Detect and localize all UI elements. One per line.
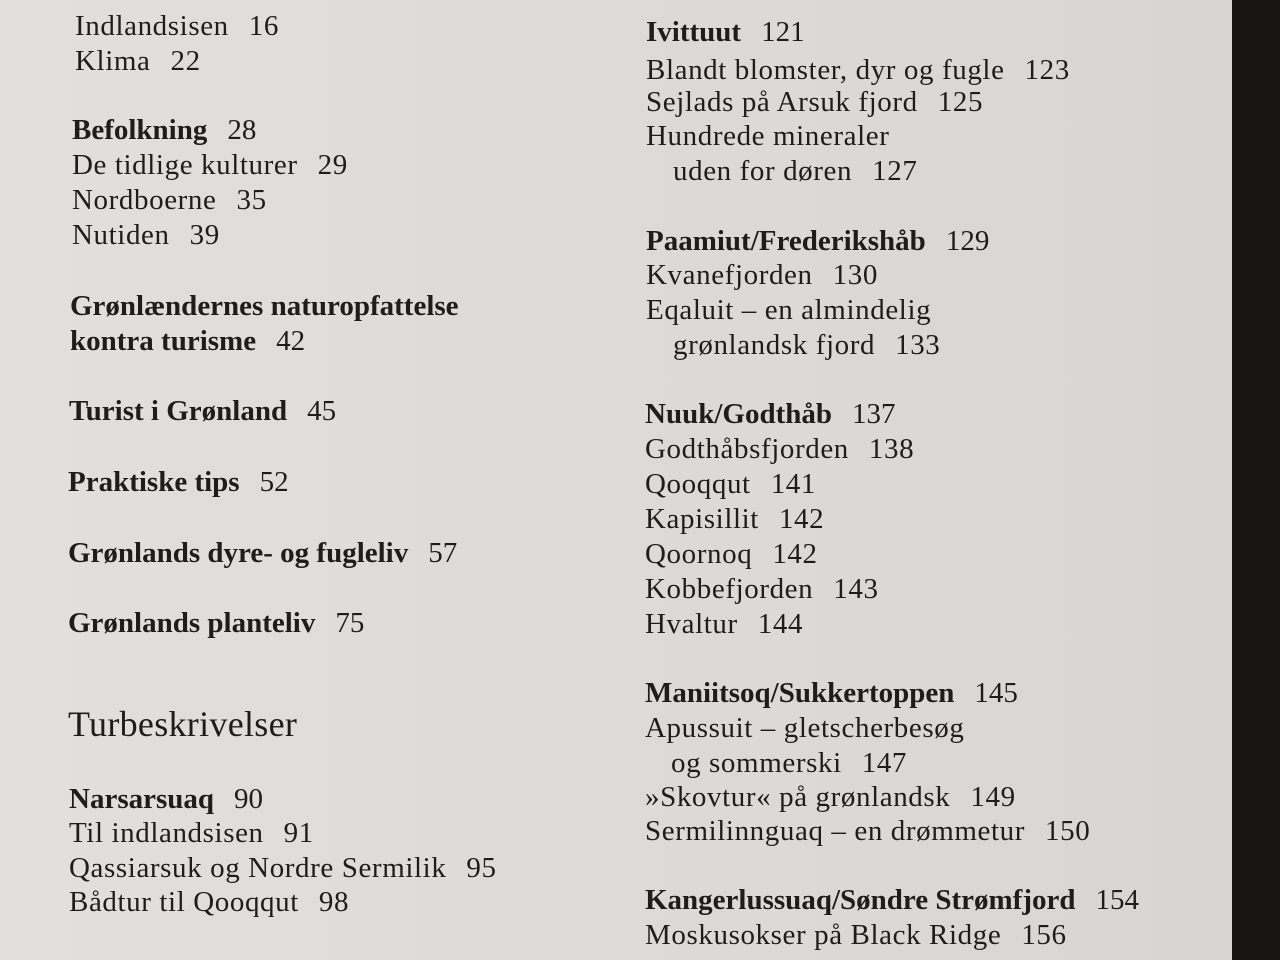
toc-section-heading bbox=[72, 116, 256, 145]
toc-entry-title: »Skovtur« på grønlandsk bbox=[645, 781, 951, 813]
toc-entry bbox=[75, 47, 201, 76]
toc-entry bbox=[646, 296, 951, 325]
toc-entry-title: Til indlandsisen bbox=[69, 817, 264, 849]
toc-entry bbox=[673, 331, 940, 360]
toc-section-heading bbox=[645, 886, 1139, 915]
toc-entry-title: Moskusokser på Black Ridge bbox=[645, 919, 1002, 951]
toc-entry bbox=[645, 540, 818, 569]
toc-entry bbox=[75, 12, 279, 41]
toc-page-number: 142 bbox=[772, 538, 818, 570]
toc-entry bbox=[646, 88, 983, 117]
toc-page-number: 130 bbox=[832, 259, 878, 291]
toc-entry bbox=[69, 854, 497, 883]
toc-entry-title: Godthåbsfjorden bbox=[645, 433, 849, 465]
toc-page-number: 144 bbox=[757, 608, 804, 640]
toc-entry-title: Maniitsoq/Sukkertoppen bbox=[645, 677, 955, 709]
toc-section-heading bbox=[645, 400, 896, 429]
toc-page-number: 123 bbox=[1024, 54, 1070, 86]
toc-page-number: 39 bbox=[189, 219, 220, 251]
toc-entry-title: grønlandsk fjord bbox=[673, 329, 876, 361]
toc-entry bbox=[645, 921, 1067, 950]
toc-page-number: 121 bbox=[761, 16, 805, 48]
toc-page-number: 95 bbox=[466, 852, 497, 884]
toc-entry-title: Turist i Grønland bbox=[69, 395, 288, 427]
toc-page-number: 133 bbox=[895, 329, 941, 361]
toc-page-number: 150 bbox=[1045, 815, 1091, 847]
toc-section-heading bbox=[68, 468, 289, 497]
toc-page-number: 90 bbox=[234, 783, 264, 815]
toc-entry bbox=[645, 470, 816, 499]
toc-page-number: 147 bbox=[861, 747, 908, 779]
toc-entry-title: Hvaltur bbox=[645, 608, 738, 640]
toc-page-number: 138 bbox=[868, 433, 915, 465]
toc-section-heading bbox=[646, 227, 989, 256]
toc-section-heading bbox=[68, 609, 364, 638]
toc-entry-title: Kvanefjorden bbox=[646, 259, 813, 291]
toc-entry-title: Bådtur til Qooqqut bbox=[69, 886, 299, 918]
toc-page-number: 125 bbox=[937, 86, 984, 118]
toc-part-heading bbox=[68, 706, 297, 742]
toc-entry-title: Qassiarsuk og Nordre Sermilik bbox=[69, 852, 447, 884]
toc-entry bbox=[72, 186, 267, 215]
toc-entry-title: Eqaluit – en almindelig bbox=[646, 294, 932, 326]
toc-page-number: 143 bbox=[833, 573, 879, 605]
toc-entry bbox=[69, 819, 314, 848]
toc-entry-title: Befolkning bbox=[72, 114, 208, 146]
toc-entry bbox=[645, 435, 914, 464]
toc-entry-title: Kangerlussuaq/Søndre Strømfjord bbox=[645, 884, 1076, 916]
toc-section-heading bbox=[70, 327, 305, 356]
toc-entry bbox=[646, 122, 910, 151]
toc-entry bbox=[69, 888, 349, 917]
toc-entry-title: Praktiske tips bbox=[68, 466, 240, 498]
toc-page-number: 145 bbox=[974, 677, 1018, 709]
toc-page-number: 16 bbox=[248, 10, 279, 42]
toc-entry bbox=[72, 151, 348, 180]
toc-section-heading bbox=[645, 679, 1018, 708]
toc-page-number: 35 bbox=[236, 184, 267, 216]
toc-entry-title: Paamiut/Frederikshåb bbox=[646, 225, 926, 257]
toc-entry-title: Kobbefjorden bbox=[645, 573, 814, 605]
toc-page-number: 129 bbox=[945, 225, 990, 257]
toc-section-heading bbox=[69, 397, 336, 426]
toc-page-number: 156 bbox=[1021, 919, 1067, 951]
toc-page-number: 75 bbox=[335, 607, 365, 639]
toc-page-number: 22 bbox=[170, 45, 201, 77]
toc-entry bbox=[645, 783, 1016, 812]
toc-entry bbox=[645, 610, 803, 639]
toc-entry bbox=[645, 817, 1090, 846]
toc-entry-title: Nutiden bbox=[72, 219, 170, 251]
toc-entry bbox=[645, 505, 824, 534]
toc-entry-title: Kapisillit bbox=[645, 503, 759, 535]
toc-entry-title: kontra turisme bbox=[70, 325, 257, 357]
toc-page-number: 154 bbox=[1095, 884, 1139, 916]
toc-section-heading bbox=[70, 292, 479, 321]
toc-entry-title: Indlandsisen bbox=[75, 10, 229, 42]
toc-entry-title: Narsarsuaq bbox=[69, 783, 215, 815]
toc-entry-title: Ivittuut bbox=[646, 16, 742, 48]
toc-page-number: 142 bbox=[778, 503, 825, 535]
toc-page-number: 98 bbox=[318, 886, 350, 918]
toc-entry-title: Apussuit – gletscherbesøg bbox=[645, 712, 965, 744]
toc-entry-title: De tidlige kulturer bbox=[72, 149, 298, 181]
toc-entry bbox=[645, 575, 879, 604]
toc-entry-title: Blandt blomster, dyr og fugle bbox=[646, 54, 1005, 86]
toc-entry bbox=[673, 157, 917, 186]
toc-page-number: 42 bbox=[276, 325, 306, 357]
toc-page-number: 127 bbox=[872, 155, 918, 187]
toc-entry bbox=[645, 714, 984, 743]
toc-entry bbox=[671, 749, 907, 778]
toc-page-number: 45 bbox=[307, 395, 337, 427]
toc-entry-title: Grønlands dyre- og fugleliv bbox=[68, 537, 409, 569]
page-edge-shadow bbox=[1232, 0, 1280, 960]
toc-page-number: 141 bbox=[770, 468, 817, 500]
toc-page-number: 29 bbox=[317, 149, 348, 181]
toc-entry-title: Turbeskrivelser bbox=[68, 704, 298, 744]
toc-page-number: 149 bbox=[970, 781, 1016, 813]
toc-entry-title: Grønlændernes naturopfattelse bbox=[70, 290, 459, 322]
toc-page-number: 57 bbox=[428, 537, 458, 569]
toc-entry-title: og sommerski bbox=[671, 747, 842, 779]
toc-entry bbox=[646, 261, 878, 290]
toc-entry-title: Grønlands planteliv bbox=[68, 607, 316, 639]
toc-page-number: 91 bbox=[283, 817, 314, 849]
toc-entry-title: Hundrede mineraler bbox=[646, 120, 890, 152]
toc-entry-title: Qooqqut bbox=[645, 468, 751, 500]
toc-entry bbox=[72, 221, 220, 250]
toc-entry-title: Nordboerne bbox=[72, 184, 217, 216]
toc-entry-title: Sejlads på Arsuk fjord bbox=[646, 86, 918, 118]
toc-section-heading bbox=[69, 785, 263, 814]
toc-section-heading bbox=[68, 539, 457, 568]
toc-entry-title: Sermilinnguaq – en drømmetur bbox=[645, 815, 1026, 847]
toc-page-number: 28 bbox=[227, 114, 257, 146]
toc-entry-title: Nuuk/Godthåb bbox=[645, 398, 832, 430]
toc-page-number: 137 bbox=[852, 398, 896, 430]
toc-entry-title: uden for døren bbox=[673, 155, 853, 187]
toc-page-number: 52 bbox=[259, 466, 289, 498]
toc-section-heading bbox=[646, 18, 805, 47]
toc-entry-title: Klima bbox=[75, 45, 151, 77]
toc-entry-title: Qoornoq bbox=[645, 538, 753, 570]
toc-entry bbox=[646, 56, 1070, 85]
